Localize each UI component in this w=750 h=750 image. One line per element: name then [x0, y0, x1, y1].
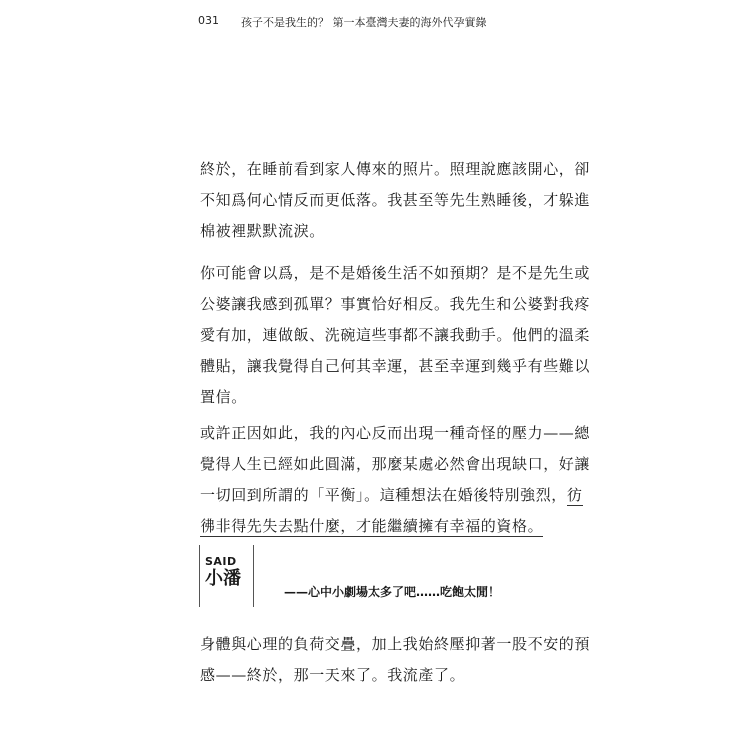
- text-line: 體貼，讓我覺得自己何其幸運，甚至幸運到幾乎有些難以: [200, 357, 591, 375]
- text-line: [200, 480, 583, 511]
- text-line: [200, 511, 580, 542]
- text-line: 身體與心理的負荷交疊，加上我始終壓抑著一股不安的預: [200, 635, 591, 653]
- text-line: 棉被裡默默流淚。: [200, 222, 325, 240]
- text-line: 公婆讓我感到孤單？事實恰好相反。我先生和公婆對我疼: [200, 295, 591, 313]
- said-box: [199, 545, 254, 607]
- text-line: 終於，在睡前看到家人傳來的照片。照理說應該開心，卻: [200, 160, 591, 178]
- running-header: [198, 14, 487, 30]
- underlined-text: 彷: [566, 486, 583, 504]
- text-line: 置信。: [200, 388, 247, 406]
- text-line: 你可能會以爲，是不是婚後生活不如預期？是不是先生或: [200, 264, 591, 282]
- book-title: 孩子不是我生的？ 第一本臺灣夫妻的海外代孕實錄: [241, 16, 487, 29]
- paragraph-1: [200, 154, 591, 247]
- paragraph-3: [200, 418, 591, 542]
- text-line: 不知爲何心情反而更低落。我甚至等先生熟睡後，才躲進: [200, 191, 591, 209]
- speaker-quote: ——心中小劇場太多了吧……吃飽太閒！: [284, 585, 501, 599]
- underlined-text: 彿非得先失去點什麼，才能繼續擁有幸福的資格。: [200, 517, 544, 535]
- text-line: 覺得人生已經如此圓滿，那麼某處必然會出現缺口，好讓: [200, 455, 591, 473]
- text-line: 感——終於，那一天來了。我流產了。: [200, 666, 466, 684]
- text-segment: 一切回到所謂的「平衡」。這種想法在婚後特別強烈，: [200, 486, 567, 504]
- text-line: 愛有加，連做飯、洗碗這些事都不讓我動手。他們的溫柔: [200, 326, 591, 344]
- paragraph-4: [200, 629, 591, 691]
- said-label: SAID: [205, 555, 237, 568]
- page-number: 031: [198, 14, 219, 27]
- paragraph-2: [200, 258, 591, 413]
- speaker-name: 小潘: [205, 568, 241, 589]
- text-line: 或許正因如此，我的內心反而出現一種奇怪的壓力——總: [200, 424, 591, 442]
